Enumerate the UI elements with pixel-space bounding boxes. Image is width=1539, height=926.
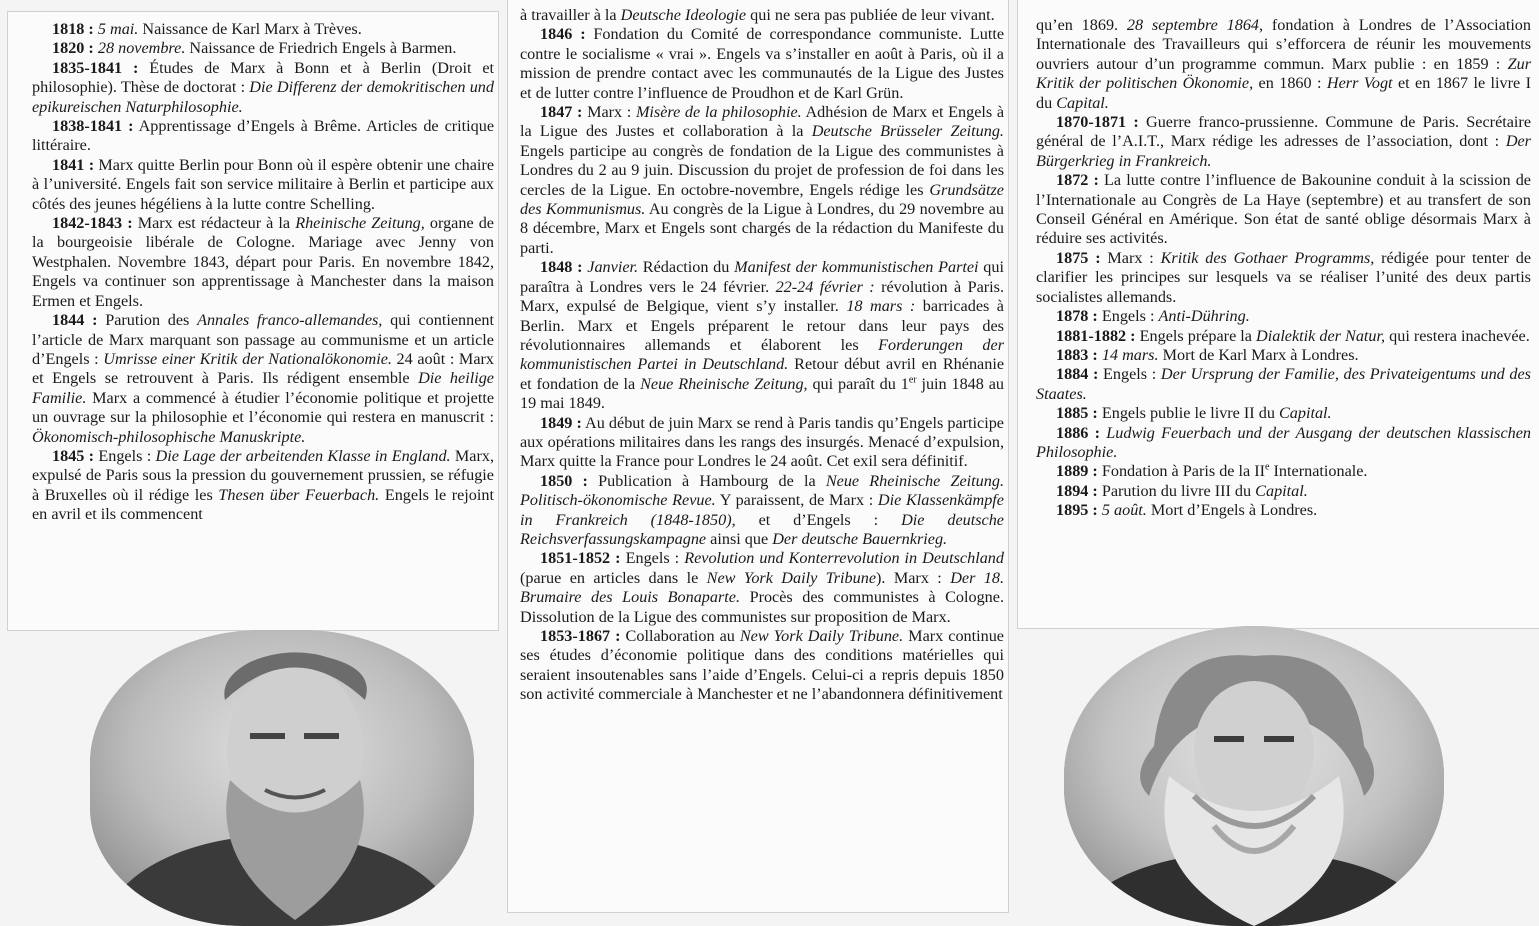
timeline-date: 1895 :	[1056, 501, 1098, 520]
timeline-date: 1845 :	[52, 446, 95, 465]
work-title: Thesen über Feuerbach.	[218, 485, 380, 504]
timeline-date: 1884 :	[1056, 365, 1099, 384]
timeline-date: 1849 :	[540, 413, 582, 432]
timeline-entry	[1036, 16, 1531, 113]
timeline-date: 1841 :	[52, 155, 95, 174]
timeline-text: fondation à Londres de l’Association Internationale des Travailleurs qui s’efforcera de réunir les mouvements ouvriers autour d’un programme commun. Marx publie : en 1859 :	[1036, 16, 1531, 73]
timeline-date: 1853-1867 :	[540, 627, 621, 645]
work-title: Umrisse einer Kritik der Nationalökonomie.	[103, 349, 392, 368]
timeline-entry	[32, 59, 494, 117]
work-title: Der Ursprung der Familie, des Privateigentums und des Staates.	[1036, 365, 1531, 403]
timeline-entry	[1036, 424, 1531, 463]
timeline-text: qu’en 1869.	[1036, 16, 1127, 34]
timeline-text: Marx :	[1100, 248, 1161, 267]
timeline-date: 1818 :	[52, 20, 94, 38]
timeline-text: Au congrès de la Ligue à Londres, du 29 novembre au 8 décembre, Marx et Engels sont chargés de la rédaction du Manifeste du parti.	[520, 200, 1005, 257]
work-title: Manifest der kommunistischen Partei	[734, 258, 979, 277]
timeline-date: 1850 :	[540, 471, 588, 490]
timeline-text: Rédaction du	[638, 258, 735, 277]
timeline-entry	[1036, 327, 1531, 346]
timeline-entry	[520, 103, 1004, 258]
work-title: Misère de la philosophie.	[635, 103, 802, 122]
work-title: Die Lage der arbeitenden Klasse in England.	[155, 446, 451, 465]
work-title: 28 septembre 1864,	[1126, 16, 1264, 34]
timeline-text: et d’Engels :	[735, 510, 902, 529]
timeline-text: Marx, expulsé de Paris sous la pression du gouvernement prussien, se réfugie à Bruxelles où il rédige les	[32, 446, 495, 504]
work-title: New York Daily Tribune	[706, 568, 877, 587]
timeline-text: Mort de Karl Marx à Londres.	[1158, 345, 1359, 364]
timeline-entry	[520, 6, 1004, 25]
work-title: Der deutsche Bauernkrieg.	[772, 529, 948, 548]
timeline-text: Adhésion de Marx et Engels à la Ligue des Justes et collaboration à la	[520, 103, 1005, 141]
work-title: Der 18. Brumaire des Louis Bonaparte.	[520, 568, 1004, 607]
timeline-text: Engels prépare la	[1135, 326, 1257, 345]
timeline-date: 1851-1852 :	[540, 549, 621, 568]
timeline-date: 1848 :	[540, 258, 583, 277]
timeline-text: Marx continue ses études d’économie politique dans des conditions matérielles qui seraient insoutenables sans l’aide d’Engels. Celui-ci a repris depuis 1850 son activité commerciale à Manchester et ne l’abandonnera définitivement	[520, 627, 1004, 704]
timeline-entry	[1036, 171, 1531, 249]
timeline-text: Mort d’Engels à Londres.	[1146, 501, 1318, 520]
timeline-entry	[520, 25, 1004, 103]
timeline-text: révolution à Paris. Marx, expulsé de Belgique, vient s’y installer.	[520, 277, 1005, 316]
timeline-text: Engels :	[620, 549, 685, 568]
timeline-text: Procès des communistes à Cologne. Dissolution de la Ligue des communistes sur proposition de Marx.	[520, 588, 1004, 626]
work-title: 28 novembre.	[97, 39, 186, 58]
timeline-text: Marx est rédacteur à la	[132, 214, 296, 233]
work-title: Capital.	[1278, 404, 1332, 423]
timeline-text: qui contiennent l’article de Marx marquant son passage au communisme et un article d’Engels :	[32, 311, 494, 368]
timeline-entry	[520, 549, 1004, 627]
timeline-entry	[32, 447, 494, 525]
timeline-entry	[1036, 482, 1531, 501]
timeline-text: Études de Marx à Bonn et à Berlin (Droit et philosophie). Thèse de doctorat :	[32, 58, 495, 97]
work-title: Rheinische Zeitung,	[295, 214, 425, 233]
work-title: Neue Rheinische Zeitung. Politisch-ökonomische Revue.	[520, 471, 1005, 510]
timeline-text: Marx quitte Berlin pour Bonn où il espère obtenir une chaire à l’université. Engels fait son service militaire à Berlin et participe aux côtés des jeunes hégéliens à la lutte contre Schelling.	[32, 155, 495, 213]
timeline-text: La lutte contre l’influence de Bakounine conduit à la scission de l’Internationale au Congrès de La Haye (septembre) et au transfert de son Conseil Général en Amérique. Son état de santé oblige désormais Marx à réduire ses activités.	[1036, 171, 1531, 248]
timeline-date: 1842-1843 :	[52, 214, 133, 233]
work-title: Anti-Dühring.	[1158, 307, 1250, 326]
timeline-text: Parution du livre III du	[1097, 481, 1256, 500]
timeline-text: Retour début avril en Rhénanie et fondation de la	[520, 355, 1005, 393]
timeline-column-1	[8, 12, 498, 630]
timeline-entry	[1036, 365, 1531, 404]
superscript: er	[908, 374, 917, 386]
work-title: Ökonomisch-philosophische Manuskripte.	[32, 427, 306, 446]
timeline-text: Marx a commencé à étudier l’économie politique et projette un ouvrage sur la philosophie et l’économie qui restera en manuscrit :	[32, 388, 494, 427]
timeline-text: (parue en articles dans le	[520, 568, 707, 587]
work-title: 14 mars.	[1101, 345, 1159, 364]
work-title: 5 mai.	[97, 20, 139, 38]
work-title: Capital.	[1255, 481, 1308, 500]
timeline-text: Engels publie le livre II du	[1097, 404, 1279, 423]
superscript: e	[1265, 461, 1270, 473]
timeline-entry	[1036, 462, 1531, 481]
engels-portrait-image	[90, 630, 474, 926]
work-title: Herr Vogt	[1326, 74, 1393, 93]
timeline-text: Y paraissent, de Marx :	[715, 491, 878, 510]
timeline-text: Fondation du Comité de correspondance communiste. Lutte contre le socialisme « vrai ». Engels va s’installer en août à Paris, où il a mission de prendre contact avec les communautés de la Ligue des Justes et de lutter contre l’influence de Proudhon et de Karl Grün.	[520, 25, 1005, 102]
timeline-text: barricades à Berlin. Marx et Engels préparent le retour dans leur pays des révolutionnaires allemands et élaborent les	[520, 297, 1004, 354]
timeline-text: Apprentissage d’Engels à Brême. Articles de critique littéraire.	[32, 117, 495, 155]
timeline-text: Internationale.	[1269, 462, 1368, 481]
work-title: Grundsätze des Kommunismus.	[520, 180, 1004, 219]
timeline-text: Au début de juin Marx se rend à Paris tandis qu’Engels participe aux opérations militaires dans les rangs des insurgés. Menacé d’expulsion, Marx quitte la France pour Londres le 24 août. Cet exil sera définitif.	[520, 413, 1004, 471]
work-title: Deutsche Ideologie	[620, 6, 747, 24]
work-title: 18 mars :	[846, 297, 916, 316]
work-title: Dialektik der Natur,	[1256, 326, 1386, 345]
timeline-column-2	[508, 0, 1008, 912]
timeline-text: Engels :	[94, 446, 156, 465]
timeline-entry	[520, 627, 1004, 705]
timeline-text: Engels le rejoint en avril et ils commencent	[32, 485, 494, 524]
work-title: New York Daily Tribune.	[739, 627, 904, 645]
work-title: 22-24 février :	[775, 277, 875, 296]
timeline-text: en 1860 :	[1253, 74, 1327, 93]
timeline-date: 1820 :	[52, 39, 94, 58]
work-title: Die Differenz der demokritischen und epikureischen Naturphilosophie.	[32, 78, 494, 116]
work-title: Ludwig Feuerbach und der Ausgang der deutschen klassischen Philosophie.	[1036, 423, 1532, 461]
timeline-date: 1883 :	[1056, 345, 1098, 364]
timeline-text: et en 1867 le livre I du	[1036, 74, 1531, 112]
work-title: Die Klassenkämpfe in Frankreich (1848-1850),	[520, 491, 1004, 529]
timeline-column-3	[1018, 0, 1539, 628]
timeline-text: Engels participe au congrès de fondation de la Ligue des communistes à Londres du 2 au 9 juin. Discussion du projet de profession de foi dans les cercles de la Ligue. En octobre-novembre, Engels rédige les	[520, 141, 1004, 199]
timeline-text: juin 1848 au 19 mai 1849.	[520, 374, 1004, 413]
timeline-text: Engels :	[1097, 307, 1159, 326]
marx-portrait-image	[1064, 626, 1444, 926]
timeline-date: 1872 :	[1056, 171, 1099, 190]
timeline-text: qui ne sera pas publiée de leur vivant.	[746, 6, 995, 24]
timeline-text: Guerre franco-prussienne. Commune de Paris. Secrétaire général de l’A.I.T., Marx rédige les adresses de l’association, dont :	[1036, 113, 1532, 151]
timeline-text: Publication à Hambourg de la	[587, 471, 826, 490]
timeline-text: Engels :	[1098, 365, 1161, 384]
timeline-date: 1838-1841 :	[52, 117, 134, 136]
timeline-entry	[32, 311, 494, 447]
timeline-entry	[1036, 404, 1531, 423]
timeline-date: 1846 :	[540, 25, 586, 44]
timeline-text: rédigée pour tenter de clarifier les principes sur lesquels va se réaliser l’unité des deux partis socialistes allemands.	[1036, 248, 1532, 306]
timeline-text: Collaboration au	[620, 627, 740, 645]
timeline-entry	[1036, 249, 1531, 307]
timeline-text: ainsi que	[706, 529, 773, 548]
work-title: Der Bürgerkrieg in Frankreich.	[1036, 132, 1531, 170]
work-title: Annales franco-allemandes,	[197, 311, 383, 330]
timeline-text: à travailler à la	[520, 6, 621, 24]
timeline-entry	[520, 414, 1004, 472]
timeline-text: Naissance de Karl Marx à Trèves.	[138, 20, 362, 38]
timeline-date: 1889 :	[1056, 462, 1098, 481]
work-title: Janvier.	[587, 258, 639, 277]
timeline-entry	[520, 258, 1004, 413]
timeline-entry	[1036, 501, 1531, 520]
timeline-text: ). Marx :	[876, 568, 951, 587]
timeline-entry	[32, 156, 494, 214]
timeline-text: Fondation à Paris de la II	[1097, 462, 1266, 481]
timeline-text: Parution des	[97, 311, 198, 330]
timeline-entry	[1036, 113, 1531, 171]
work-title: Revolution und Konterrevolution in Deutschland	[684, 549, 1004, 568]
timeline-entry	[32, 214, 494, 311]
timeline-text: organe de la bourgeoisie libérale de Cologne. Mariage avec Jenny von Westphalen. Novembre 1843, départ pour Paris. En novembre 1842, Engels va continuer son apprentissage à Manchester dans la maison Ermen et Engels.	[32, 214, 494, 310]
timeline-text: qui paraît du 1	[807, 374, 909, 393]
timeline-date: 1886 :	[1056, 423, 1101, 442]
work-title: Kritik des Gothaer Programms,	[1160, 248, 1375, 267]
timeline-entry	[1036, 346, 1531, 365]
timeline-text: Naissance de Friedrich Engels à Barmen.	[185, 39, 457, 58]
work-title: Deutsche Brüsseler Zeitung.	[811, 122, 1004, 141]
timeline-entry	[32, 117, 494, 156]
timeline-date: 1835-1841 :	[52, 58, 139, 77]
timeline-date: 1885 :	[1056, 404, 1098, 423]
timeline-date: 1875 :	[1056, 248, 1101, 267]
work-title: Die heilige Familie.	[32, 369, 494, 407]
timeline-text: 24 août : Marx et Engels se retrouvent à Paris. Ils rédigent ensemble	[32, 349, 494, 388]
timeline-text: qui restera inachevée.	[1385, 326, 1530, 345]
work-title: Forderungen der kommunistischen Partei in Deutschland.	[520, 335, 1004, 374]
work-title: Capital.	[1056, 93, 1109, 112]
work-title: Die deutsche Reichsverfassungskampagne	[520, 510, 1004, 548]
timeline-date: 1847 :	[540, 103, 583, 122]
timeline-date: 1894 :	[1056, 481, 1098, 500]
timeline-entry	[32, 39, 494, 58]
timeline-entry	[32, 20, 494, 39]
timeline-entry	[1036, 307, 1531, 326]
timeline-date: 1878 :	[1056, 307, 1098, 326]
timeline-entry	[520, 472, 1004, 550]
timeline-text: qui paraîtra à Londres vers le 24 février.	[520, 258, 1004, 296]
timeline-date: 1881-1882 :	[1056, 326, 1136, 345]
work-title: Zur Kritik der politischen Ökonomie,	[1036, 54, 1531, 93]
timeline-date: 1844 :	[52, 311, 98, 330]
timeline-text: Marx :	[582, 103, 636, 122]
timeline-date: 1870-1871 :	[1056, 113, 1139, 132]
work-title: 5 août.	[1101, 501, 1147, 520]
work-title: Neue Rheinische Zeitung,	[640, 374, 808, 393]
